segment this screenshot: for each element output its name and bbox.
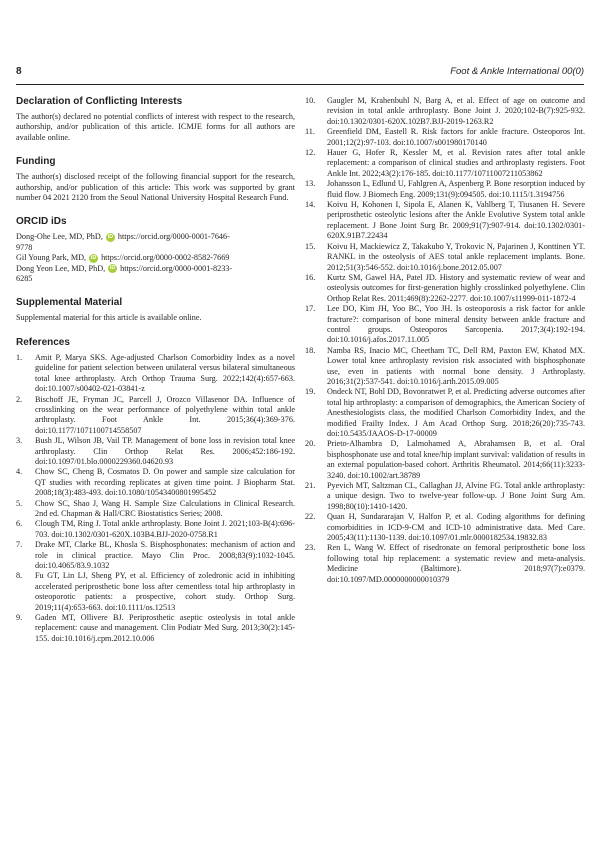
reference-item (305, 439, 585, 481)
reference-text: Ren L, Wang W. Effect of risedronate on femoral periprosthetic bone loss following total hip replacement: a systematic review and meta-analysis. Medicine (Baltimore). 2018;97(7):e0379. doi:10.1097/MD.0000000000010379 (327, 543, 585, 584)
reference-text: Namba RS, Inacio MC, Cheetham TC, Dell RM, Paxton EW, Khatod MX. Lower total knee arthroplasty revision risk associated with bisphosphonate use, even in patients with normal bone density. J Arthroplasty. 2016;31(2):537-541. doi:10.1016/j.arth.2015.09.005 (327, 345, 585, 386)
funding-text: The author(s) disclosed receipt of the following financial support for the research, authorship, and/or publication of this article: This work was supported by grant number 04 2021 2120 from the Seoul National University Hospital Research Fund. (16, 172, 295, 203)
reference-text: Bush JL, Wilson JB, Vail TP. Management of bone loss in revision total knee arthroplasty. Clin Orthop Relat Res. 2006;452:186-192. doi:10.1097/01.blo.0000229360.04620.93 (35, 436, 295, 466)
reference-item (16, 519, 295, 540)
reference-number: 3. (16, 436, 23, 446)
reference-item (16, 613, 295, 644)
reference-number: 19. (305, 387, 316, 397)
reference-item (16, 395, 295, 437)
page-number: 8 (16, 66, 22, 77)
reference-number: 10. (305, 96, 316, 105)
references-heading: References (16, 336, 70, 348)
reference-item (305, 148, 585, 179)
reference-list-right (305, 96, 585, 585)
funding-heading: Funding (16, 156, 56, 168)
reference-number: 5. (16, 498, 23, 508)
reference-number: 20. (305, 439, 316, 449)
reference-text: Fu GT, Lin LJ, Sheng PY, et al. Efficiency of zoledronic acid in inhibiting accelerated periprosthetic bone loss after cementless total hip arthroplasty in osteoporotic patients: a prospective, cohort study. Orthop Surg. 2019;11(4):653-663. doi:10.1111/os.12513 (35, 571, 295, 612)
running-header (16, 66, 584, 80)
reference-number: 7. (16, 540, 23, 550)
orcid-icon: iD (107, 234, 114, 241)
orcid-link-continued[interactable]: 9778 (16, 242, 33, 252)
conflicts-text: The author(s) declared no potential conflicts of interest with respect to the research, authorship, and/or publication of this article. ICMJE forms for all authors are available online. (16, 112, 295, 142)
reference-text: Koivu H, Kohonen I, Sipola E, Alanen K, Vahlberg T, Tiusanen H. Severe periprosthetic osteolytic lesions after the Ankle Evolutive System total ankle replacement. J Bone Joint Surg Br. 2009;91(7):907-914. doi:10.1302/0301-620X.91B7.22434 (327, 200, 585, 241)
orcid-author-name: Dong Yeon Lee, MD, PhD, (16, 263, 106, 273)
reference-number: 15. (305, 241, 316, 251)
orcid-entry (16, 232, 295, 253)
reference-text: Chow SC, Cheng B, Cosmatos D. On power and sample size calculation for QT studies with recording replicates at given time point. J Biopharm Stat. 2008;18(3):483-493. doi:10.1080/10543400801995452 (35, 467, 295, 498)
reference-number: 16. (305, 272, 316, 282)
reference-item (305, 387, 585, 439)
reference-number: 17. (305, 304, 316, 314)
supplemental-heading: Supplemental Material (16, 297, 123, 309)
funding-section (16, 156, 295, 203)
reference-item (16, 467, 295, 498)
reference-text: Greenfield DM, Eastell R. Risk factors for ankle fracture. Osteoporos Int. 2001;12(2):97-103. doi:10.1007/s001980170140 (327, 127, 585, 147)
reference-text: Pyevich MT, Saltzman CL, Callaghan JJ, Alvine FG. Total ankle arthroplasty: a unique design. Two to twelve-year follow-up. J Bone Joint Surg Am. 1998;80(10):1410-1420. (327, 481, 585, 511)
reference-text: Prieto-Alhambra D, Lalmohamed A, Abrahamsen B, et al. Oral bisphosphonate use and total knee/hip implant survival: validation of results in an external population-based cohort. Arthritis Rheumatol. 2014;66(11):3233-3240. doi:10.1002/art.38789 (327, 439, 585, 480)
reference-item (16, 571, 295, 613)
reference-item (305, 346, 585, 388)
reference-text: Ondeck NT, Bohl DD, Bovonratwet P, et al. Predicting adverse outcomes after total hip arthroplasty: a comparison of demographics, the American Society of Anesthesiologists class, the modified Charlson Comorbidity Index, and the modified Frailty Index. J Am Acad Orthop Surg. 2018;26(20):735-743. doi:10.5435/JAAOS-D-17-00009 (327, 387, 585, 438)
reference-item (16, 353, 295, 395)
supplemental-text: Supplemental material for this article is available online. (16, 313, 202, 323)
orcid-link[interactable]: https://orcid.org/0000-0001-8233- (120, 263, 233, 273)
reference-text: Chow SC, Shao J, Wang H. Sample Size Calculations in Clinical Research. 2nd ed. Chapman & Hall/CRC Biostatistics Series; 2008. (35, 498, 295, 518)
reference-item (305, 242, 585, 273)
conflicts-section (16, 96, 295, 143)
orcid-author-name: Dong-Ohe Lee, MD, PhD, (16, 232, 103, 242)
orcid-link-continued[interactable]: 6285 (16, 274, 33, 284)
reference-text: Lee DO, Kim JH, Yoo BC, Yoo JH. Is osteoporosis a risk factor for ankle fracture?: comparison of bone mineral density between ankle fracture and control groups. Osteoporos Sarcopenia. 2017;3(4):192-194. doi:10.1016/j.afos.2017.11.005 (327, 304, 585, 345)
reference-item (305, 273, 585, 304)
orcid-entry (16, 253, 295, 263)
reference-text: Koivu H, Mackiewicz Z, Takakubo Y, Trokovic N, Pajarinen J, Konttinen YT. RANKL in the osteolysis of AES total ankle replacement implants. Bone. 2012;51(3):546-552. doi:10.1016/j.bone.2012.05.007 (327, 241, 585, 272)
reference-number: 11. (305, 127, 315, 137)
reference-number: 22. (305, 512, 316, 522)
reference-list-left (16, 353, 295, 644)
orcid-link[interactable]: https://orcid.org/0000-0001-7646- (117, 232, 230, 242)
orcid-author-name: Gil Young Park, MD, (16, 253, 87, 263)
reference-number: 8. (16, 571, 23, 581)
conflicts-heading: Declaration of Conflicting Interests (16, 96, 183, 107)
reference-item (305, 304, 585, 346)
reference-text: Amit P, Marya SKS. Age-adjusted Charlson Comorbidity Index as a novel guideline for patient selection between unilateral versus bilateral simultaneous total knee arthroplasty. Arch Orthop Trauma Surg. 2022;142(4):657-663. doi:10.1007/s00402-021-03841-z (35, 352, 295, 394)
reference-item (305, 96, 585, 127)
left-column (16, 96, 295, 657)
reference-text: Quan H, Sundararajan V, Halfon P, et al. Coding algorithms for defining comorbidities in ICD-9-CM and ICD-10 administrative data. Med Care. 2005;43(11):1130-1139. doi:10.1097/01.mlr.0000182534.19832.83 (327, 512, 585, 543)
reference-number: 1. (16, 352, 23, 362)
orcid-heading: ORCID iDs (16, 216, 67, 228)
orcid-icon: iD (90, 254, 97, 261)
right-column (305, 96, 585, 585)
reference-text: Gaugler M, Krahenbuhl N, Barg A, et al. Effect of age on outcome and revision in total ankle arthroplasty. Bone Joint J. 2020;102-B(7):925-932. doi:10.1302/0301-620X.102B7.BJJ-2019-1263.R2 (327, 96, 585, 126)
reference-text: Kurtz SM, Gawel HA, Patel JD. History and systematic review of wear and osteolysis outcomes for first-generation highly crosslinked polyethylene. Clin Orthop Relat Res. 2011;469(8):2262-2277. doi:10.1007/s11999-011-1872-4 (327, 272, 585, 303)
reference-number: 9. (16, 613, 23, 623)
reference-text: Bischoff JE, Fryman JC, Parcell J, Orozco Villasenor DA. Influence of crosslinking on the wear performance of polyethylene within total ankle arthroplasty. Foot Ankle Int. 2015;36(4):369-376. doi:10.1177/1071100714558507 (35, 394, 295, 435)
reference-item (305, 512, 585, 543)
references-section (16, 337, 295, 644)
orcid-icon: iD (109, 265, 116, 272)
reference-item (305, 127, 585, 148)
reference-number: 13. (305, 179, 316, 189)
reference-text: Gaden MT, Ollivere BJ. Periprosthetic aseptic osteolysis in total ankle replacement: cause and management. Clin Podiatr Med Surg. 2013;30(2):145-155. doi:10.1016/j.cpm.2012.10.006 (35, 613, 295, 643)
reference-item (305, 481, 585, 512)
reference-number: 14. (305, 200, 316, 210)
orcid-link[interactable]: https://orcid.org/0000-0002-8582-7669 (101, 253, 230, 263)
reference-item (305, 200, 585, 242)
reference-item (16, 436, 295, 467)
journal-title: Foot & Ankle International 00(0) (450, 66, 584, 77)
reference-text: Drake MT, Clarke BL, Khosla S. Bisphosphonates: mechanism of action and role in clinical practice. Mayo Clin Proc. 2008;83(9):1032-1045. doi:10.4065/83.9.1032 (35, 540, 295, 570)
supplemental-section (16, 297, 295, 323)
orcid-section (16, 216, 295, 284)
reference-text: Hauer G, Hofer R, Kessler M, et al. Revision rates after total ankle replacement: a comparison of clinical studies and arthroplasty registers. Foot Ankle Int. 2022;43(2):176-185. doi:10.1177/10711007211053862 (327, 148, 585, 178)
reference-item (305, 179, 585, 200)
reference-number: 4. (16, 467, 23, 477)
reference-number: 6. (16, 519, 23, 529)
reference-number: 12. (305, 148, 316, 158)
reference-item (16, 499, 295, 520)
reference-number: 21. (305, 481, 316, 491)
reference-text: Johansson L, Edlund U, Fahlgren A, Aspenberg P. Bone resorption induced by fluid flow. J Biomech Eng. 2009;131(9):094505. doi:10.1115/1.3194756 (327, 179, 585, 199)
orcid-entry (16, 264, 295, 285)
reference-text: Clough TM, Ring J. Total ankle arthroplasty. Bone Joint J. 2021;103-B(4):696-703. doi:10.1302/0301-620X.103B4.BJJ-2020-0758.R1 (35, 519, 295, 539)
reference-number: 23. (305, 543, 316, 553)
header-rule (16, 84, 584, 85)
reference-number: 2. (16, 394, 23, 404)
reference-item (16, 540, 295, 571)
reference-number: 18. (305, 345, 316, 355)
reference-item (305, 543, 585, 585)
